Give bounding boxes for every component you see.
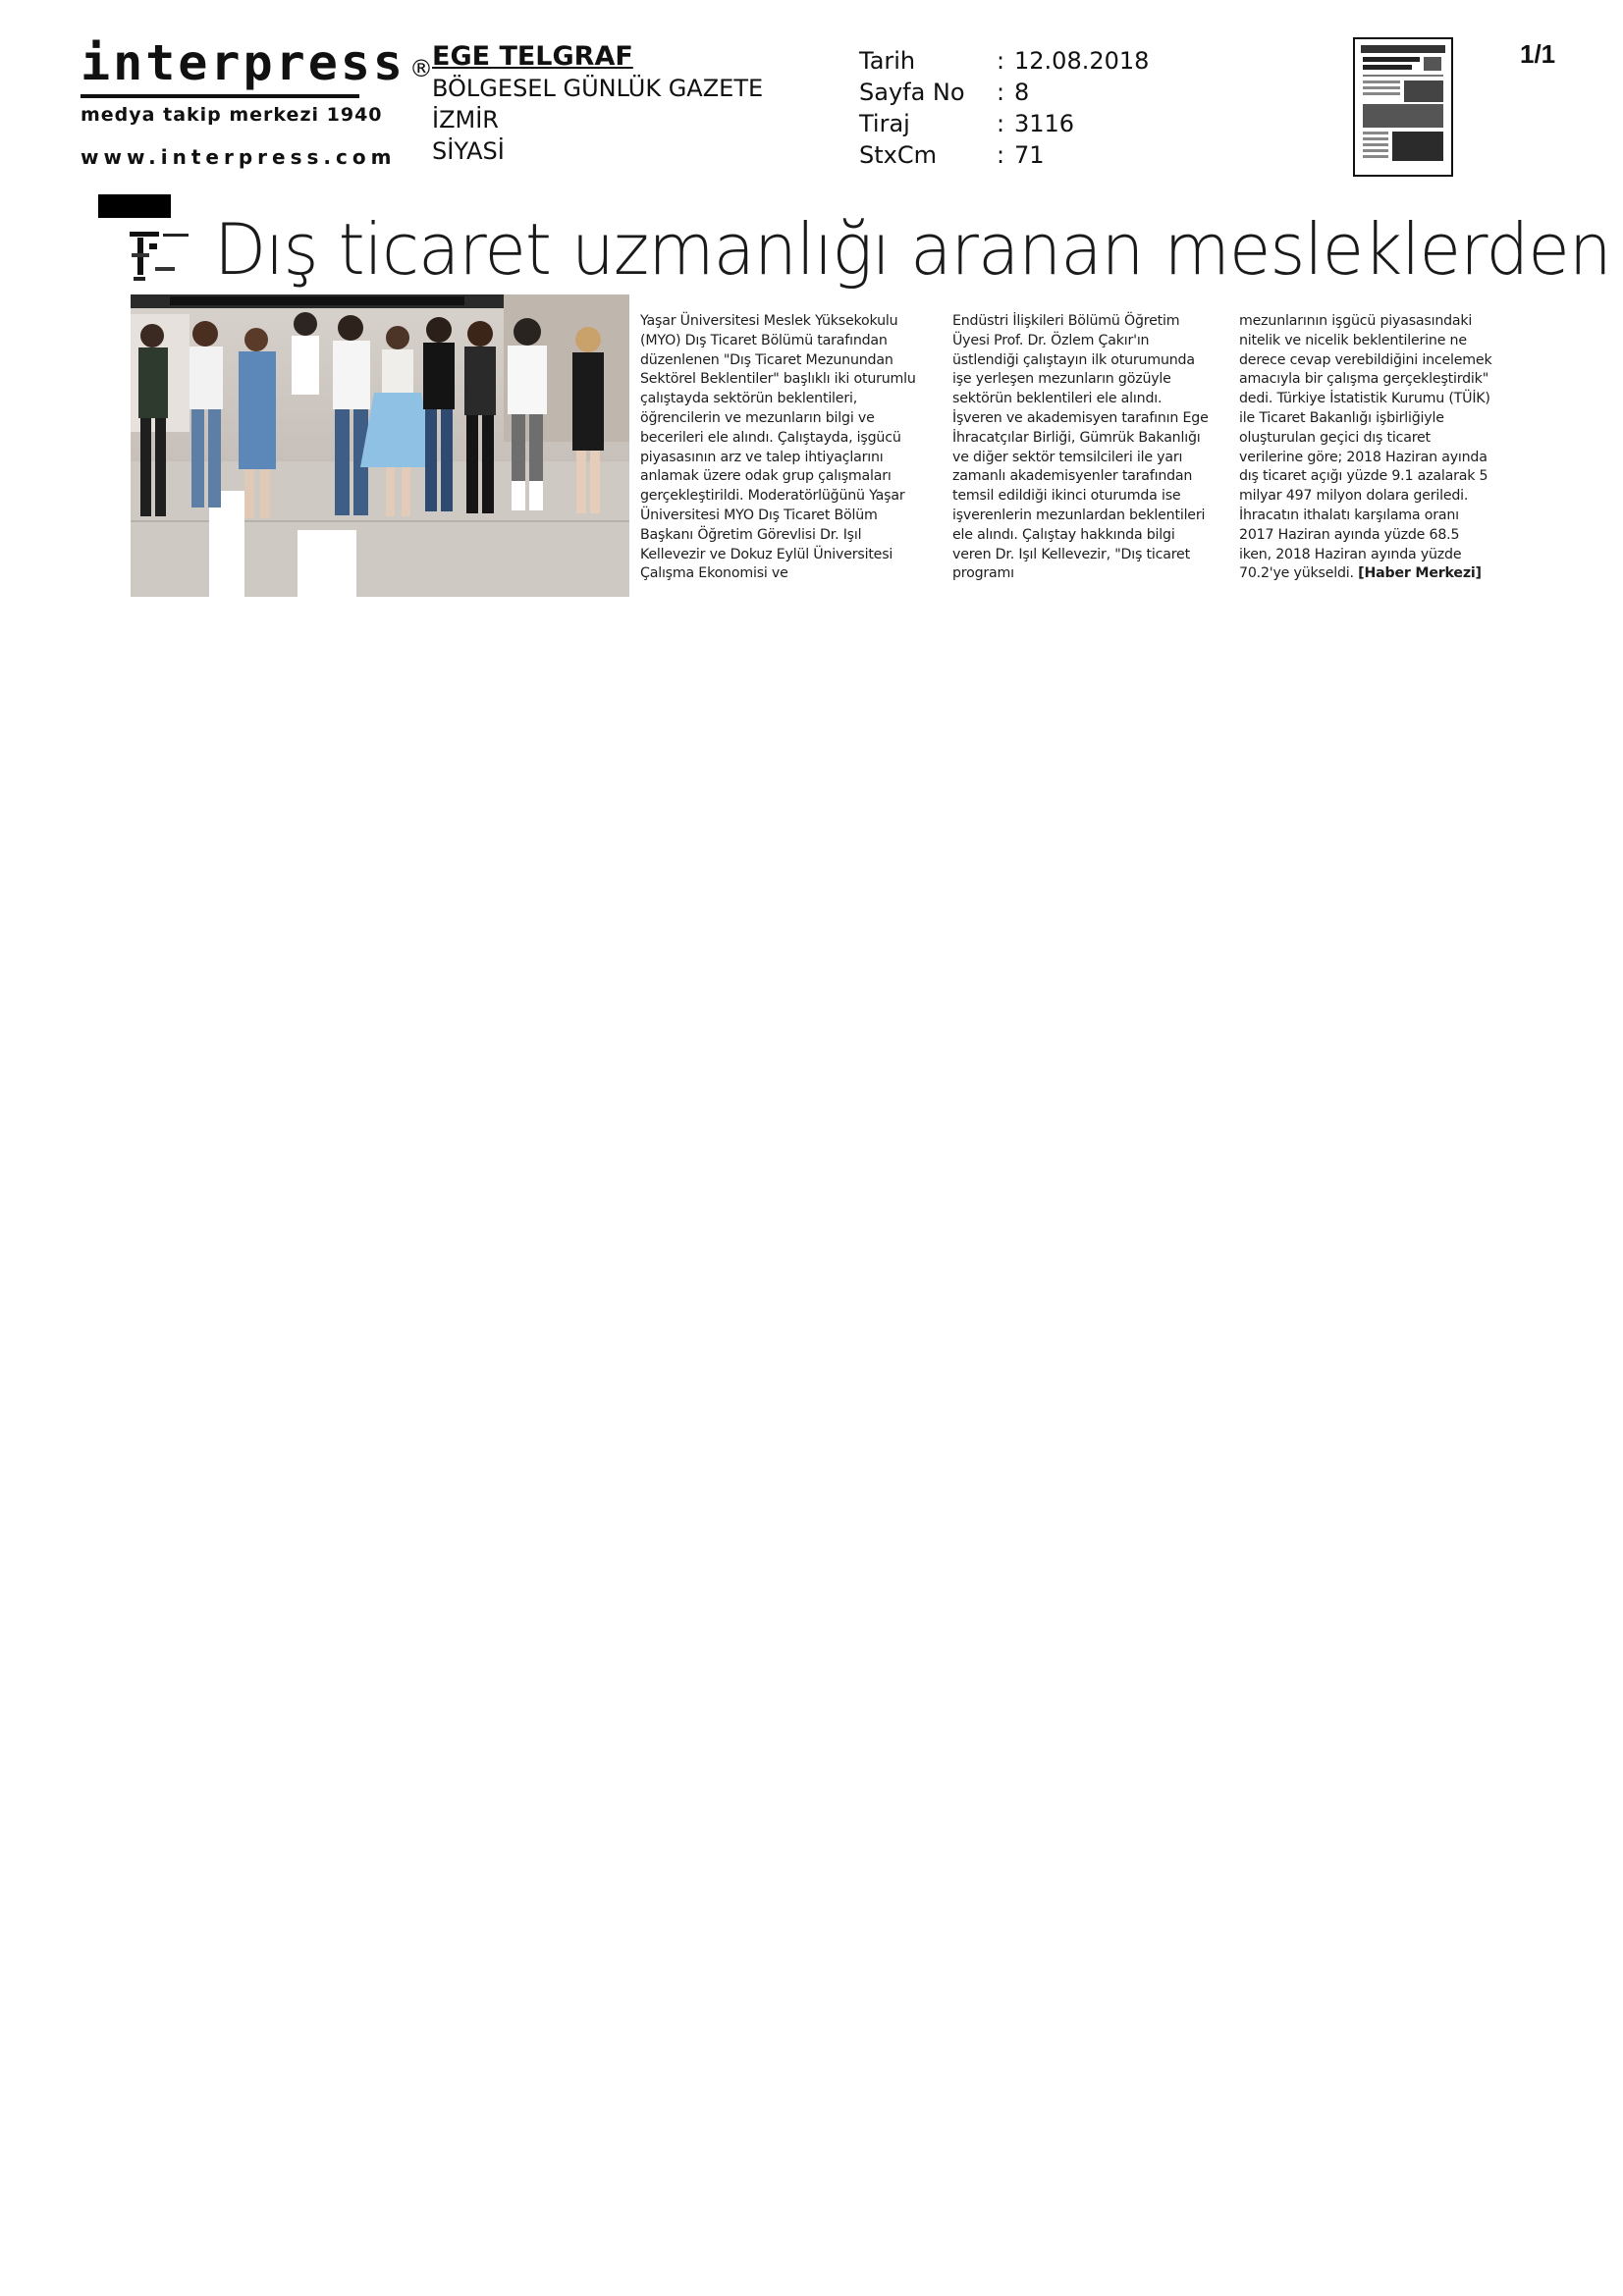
meta-row-stxcm: [859, 139, 1149, 171]
meta-separator: :: [997, 79, 1005, 106]
article-paragraph-text: mezunlarının işgücü piyasasındaki nitelik ve nicelik beklentilerine ne derece cevap verebildiğini incelemek amacıyla bir çalışma gerçekleştirdik" dedi. Türkiye İstatistik Kurumu (TÜİK) ile Ticaret Bakanlığı işbirliğiyle oluşturulan geçici dış ticaret verilerine göre; 2018 Haziran ayında dış ticaret açığı yüzde 9.1 azalarak 5 milyar 497 milyon dolara geriledi. İhracatın ithalatı karşılama oranı 2017 Haziran ayında yüzde 68.5 iken, 2018 Haziran ayında yüzde 70.2'ye yükseldi.: [1239, 313, 1492, 582]
publication-city: İZMİR: [432, 106, 499, 133]
publication-name: EGE TELGRAF: [432, 41, 633, 72]
article-paragraph: Endüstri İlişkileri Bölümü Öğretim Üyesi Prof. Dr. Özlem Çakır'ın üstlendiği çalıştayın ilk oturumunda işe yerleşen mezunların gözüyle sektörün beklentileri ele alındı. İşveren ve akademisyen tarafının Ege İhracatçılar Birliği, Gümrük Bakanlığı ve diğer sektör temsilcileri ile yarı zamanlı akademisyenler tarafından temsil edildiği ikinci oturumda ise işverenlerin mezunlardan beklentileri ele alındı. Çalıştay hakkında bilgi veren Dr. Işıl Kellevezir, "Dış ticaret programı: [952, 313, 1209, 582]
article-column-3: [1239, 312, 1494, 584]
article-headline: Dış ticaret uzmanlığı aranan mesleklerden: [214, 208, 1611, 291]
article-paragraph: [1239, 312, 1494, 584]
logo-rule: [81, 94, 359, 98]
meta-label: Sayfa No: [859, 79, 965, 106]
article-column-2: [952, 312, 1216, 584]
redaction-bar: [98, 194, 171, 218]
article-column-1: [640, 312, 917, 584]
registered-mark: ®: [409, 55, 437, 82]
meta-value: 3116: [1014, 110, 1075, 137]
meta-value: 12.08.2018: [1014, 47, 1150, 75]
logo-tagline: medya takip merkezi 1940: [81, 104, 383, 126]
logo-wordmark: [81, 34, 437, 91]
meta-separator: :: [997, 47, 1005, 75]
publication-category: SİYASİ: [432, 137, 505, 165]
logo-wordmark-text: interpress: [81, 34, 406, 91]
meta-row-date: [859, 45, 1149, 77]
article-signature: [Haber Merkezi]: [1358, 565, 1482, 582]
meta-label: StxCm: [859, 141, 937, 169]
publication-info: [432, 41, 763, 167]
publication-type: BÖLGESEL GÜNLÜK GAZETE: [432, 75, 764, 102]
interpress-logo: [81, 34, 437, 169]
meta-value: 71: [1014, 141, 1045, 169]
headline-ornament: [128, 228, 192, 285]
group-photo-illustration: [131, 294, 629, 597]
meta-row-circulation: [859, 108, 1149, 139]
page-thumbnail-image: [1361, 45, 1445, 169]
logo-url: www.interpress.com: [81, 145, 397, 169]
meta-label: Tiraj: [859, 110, 910, 137]
article-photo: [131, 294, 629, 597]
clipping-meta: [859, 45, 1149, 171]
page-thumbnail: [1353, 37, 1453, 177]
meta-separator: :: [997, 141, 1005, 169]
meta-label: Tarih: [859, 47, 916, 75]
meta-row-page: [859, 77, 1149, 108]
page-count: 1/1: [1520, 39, 1556, 69]
article-paragraph: Yaşar Üniversitesi Meslek Yüksekokulu (MYO) Dış Ticaret Bölümü tarafından düzenlenen "Dış Ticaret Mezunundan Sektörel Beklentiler" başlıklı iki oturumlu çalıştayda sektörün beklentileri, öğrencilerin ve mezunların bilgi ve becerileri ele alındı. Çalıştayda, işgücü piyasasının arz ve talep ihtiyaçlarını anlamak üzere odak grup çalışmaları gerçekleştirildi. Moderatörlüğünü Yaşar Üniversitesi MYO Dış Ticaret Bölüm Başkanı Öğretim Görevlisi Dr. Işıl Kellevezir ve Dokuz Eylül Üniversitesi Çalışma Ekonomisi ve: [640, 313, 916, 582]
meta-separator: :: [997, 110, 1005, 137]
meta-value: 8: [1014, 79, 1030, 106]
